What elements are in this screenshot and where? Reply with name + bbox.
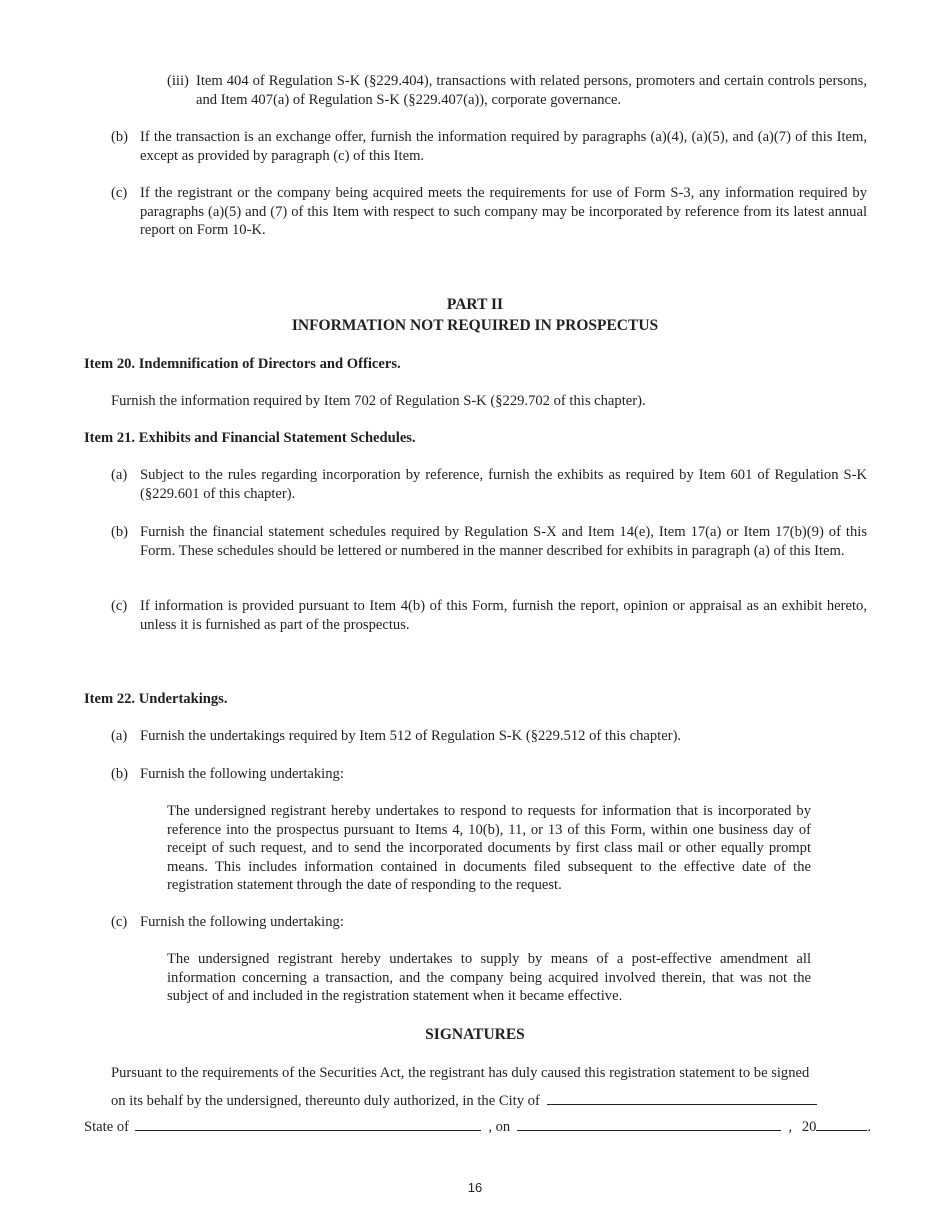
item20-heading: Item 20. Indemnification of Directors and Officers. — [84, 356, 401, 372]
item21-c-text: If information is provided pursuant to Item 4(b) of this Form, furnish the report, opinion or appraisal as an exhibit hereto, unless it is furnished as part of the prospectus. — [140, 598, 867, 633]
signatures-heading: SIGNATURES — [425, 1026, 525, 1043]
item22-c — [111, 913, 867, 932]
page-number: 16 — [467, 1180, 483, 1195]
signatures-line-1: Pursuant to the requirements of the Securities Act, the registrant has duly caused this registration statement to be signed — [111, 1065, 810, 1081]
item21-heading: Item 21. Exhibits and Financial Statement Schedules. — [84, 430, 416, 446]
item22-a — [111, 727, 867, 746]
item22-c-label: (c) — [111, 914, 128, 930]
item-c-text: If the registrant or the company being acquired meets the requirements for use of Form S-3, any information required by paragraphs (a)(5) and (7) of this Item with respect to such company may be incorporated by reference from its latest annual report on Form 10-K. — [140, 185, 867, 238]
item21-b-label: (b) — [111, 524, 129, 540]
item-c-label: (c) — [111, 185, 128, 201]
item21-b-text: Furnish the financial statement schedules required by Regulation S-X and Item 14(e), Item 17(a) or Item 17(b)(9) of this Form. These schedules should be lettered or numbered in the manner described for exhibits in paragraph (a) of this Item. — [140, 524, 867, 559]
on-label: , on — [488, 1119, 511, 1135]
item22-a-text: Furnish the undertakings required by Item 512 of Regulation S-K (§229.512 of this chapter). — [140, 728, 682, 744]
item22-b-label: (b) — [111, 766, 129, 782]
item-b — [111, 128, 867, 165]
state-label: State of — [84, 1119, 129, 1135]
item21-b — [111, 523, 867, 560]
city-field[interactable] — [547, 1090, 817, 1105]
item22-c-undertaking: The undersigned registrant hereby undertakes to supply by means of a post-effective amendment all information concerning a transaction, and the company being acquired involved therein, that was not the subject of and included in the registration statement when it became effective. — [167, 951, 811, 1004]
part-title: PART II — [446, 296, 504, 313]
item-iii-text: Item 404 of Regulation S-K (§229.404), transactions with related persons, promoters and certain controls persons, and Item 407(a) of Regulation S-K (§229.407(a)), corporate governance. — [196, 73, 867, 108]
item22-a-label: (a) — [111, 728, 128, 744]
item20-text: Furnish the information required by Item 702 of Regulation S-K (§229.702 of this chapter). — [111, 393, 646, 409]
item-iii-label: (iii) — [167, 73, 189, 89]
item22-b-undertaking: The undersigned registrant hereby undertakes to respond to requests for information that is incorporated by reference into the prospectus pursuant to Items 4, 10(b), 11, or 13 of this Form, within one business day of receipt of such request, and to send the incorporated documents by first class mail or other equally prompt means. This includes information contained in documents filed subsequent to the effective date of the registration statement through the date of responding to the request. — [167, 803, 811, 893]
item-b-text: If the transaction is an exchange offer, furnish the information required by paragraphs (a)(4), (a)(5), and (a)(7) of this Item, except as provided by paragraph (c) of this Item. — [140, 129, 867, 164]
state-field[interactable] — [135, 1116, 481, 1131]
item22-c-text: Furnish the following undertaking: — [140, 914, 344, 930]
signatures-line-2 — [111, 1090, 817, 1111]
item-c — [111, 184, 867, 240]
year-field[interactable] — [816, 1116, 867, 1131]
item21-c — [111, 597, 867, 634]
item21-a-text: Subject to the rules regarding incorporation by reference, furnish the exhibits as required by Item 601 of Regulation S-K (§229.601 of this chapter). — [140, 467, 867, 502]
date-comma: , — [788, 1119, 793, 1135]
part-subtitle: INFORMATION NOT REQUIRED IN PROSPECTUS — [291, 317, 659, 334]
item21-a — [111, 466, 867, 503]
item21-c-label: (c) — [111, 598, 128, 614]
year-prefix: 20 — [801, 1119, 817, 1135]
item-iii — [167, 72, 867, 109]
signatures-line-3 — [84, 1116, 871, 1137]
item22-b — [111, 765, 867, 784]
year-period: . — [867, 1119, 872, 1135]
item22-heading: Item 22. Undertakings. — [84, 691, 228, 707]
item21-a-label: (a) — [111, 467, 128, 483]
item22-b-text: Furnish the following undertaking: — [140, 766, 344, 782]
city-label: on its behalf by the undersigned, thereunto duly authorized, in the City of — [111, 1093, 540, 1109]
date-field[interactable] — [517, 1116, 781, 1131]
item-b-label: (b) — [111, 129, 129, 145]
